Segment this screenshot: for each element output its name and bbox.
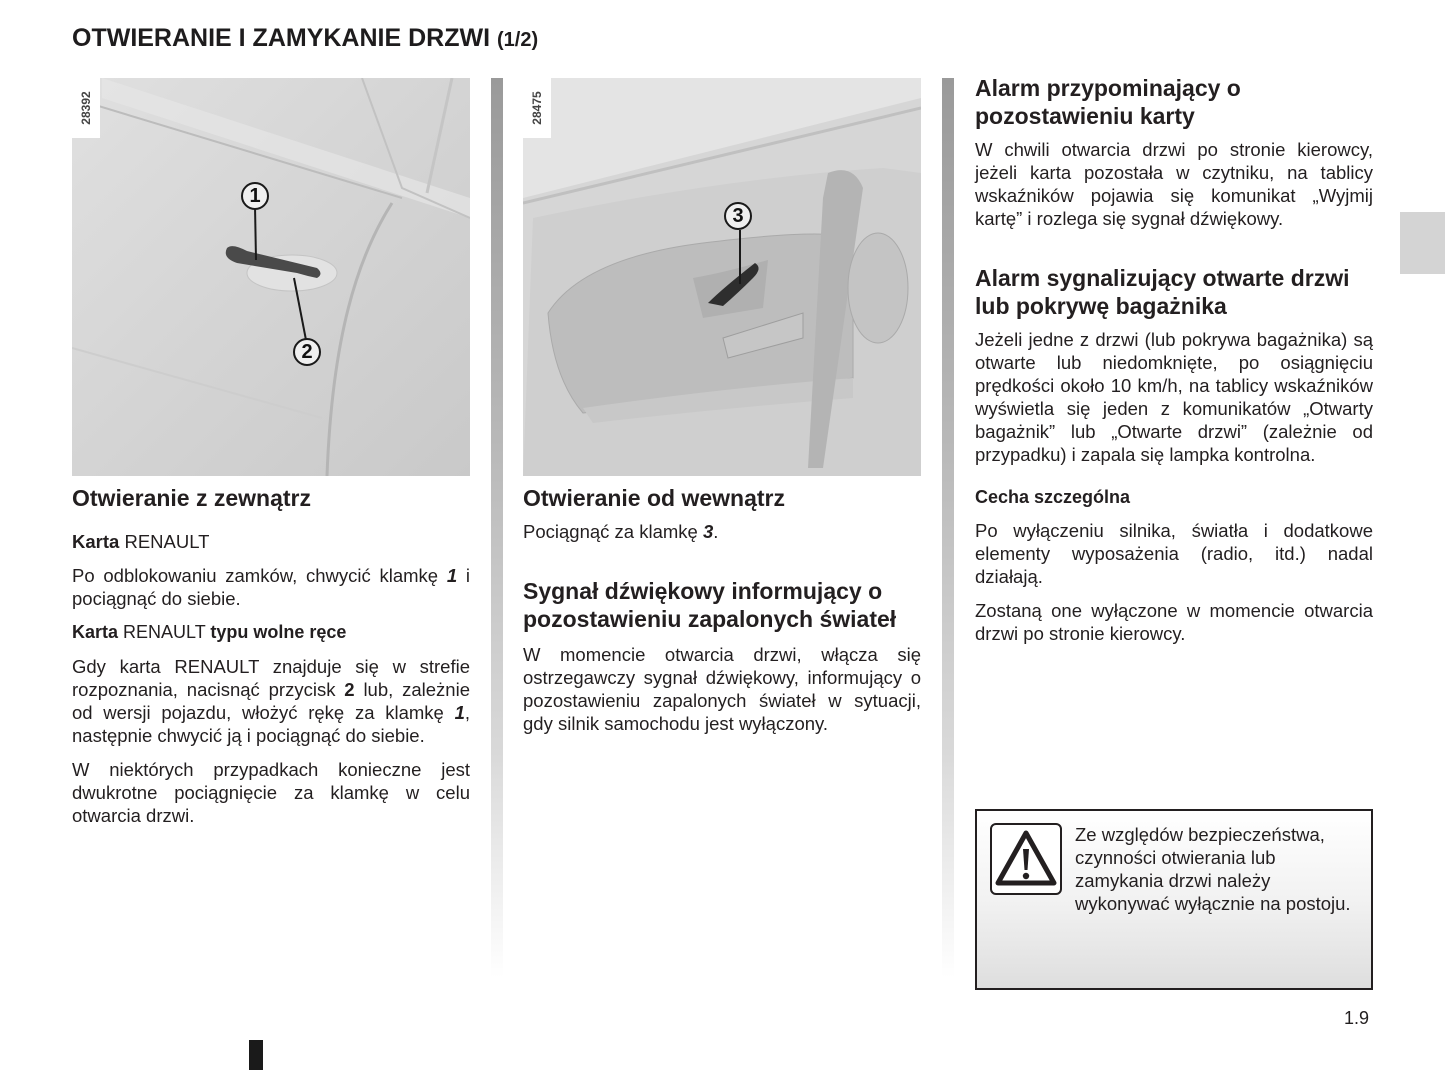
callout-1: 1	[241, 182, 269, 210]
lights-warning-paragraph: W momencie otwarcia drzwi, włącza się ostrzegawczy sygnał dźwiękowy, informujący o pozostawieniu zapalonych świateł w sytuacji, gdy silnik samochodu jest wyłączony.	[523, 644, 921, 734]
safety-warning-box	[975, 809, 1373, 990]
special-feature-paragraph-2: Zostaną one wyłączone w momencie otwarcia drzwi po stronie kierowcy.	[975, 600, 1373, 644]
interior-paragraph-1: Pociągnąć za klamkę 3.	[523, 521, 719, 542]
subheading-special-feature: Cecha szczególna	[975, 487, 1131, 507]
exterior-paragraph-3: W niektórych przypadkach konieczne jest dwukrotne pociągnięcie za klamkę w celu otwarcia drzwi.	[72, 759, 470, 826]
handsfree-card-label: Karta RENAULT typu wolne ręce	[72, 622, 347, 642]
heading-exterior-opening: Otwieranie z zewnątrz	[72, 485, 312, 511]
column-divider-1	[491, 78, 503, 978]
card-reminder-paragraph: W chwili otwarcia drzwi po stronie kierowcy, jeżeli karta pozostała w czytniku, na tablicy wskaźników pojawia się komunikat „Wyjmij kartę” i rozlega się sygnał dźwiękowy.	[975, 139, 1373, 229]
heading-card-reminder-alarm: Alarm przypominający o pozostawieniu karty	[975, 75, 1241, 129]
heading-lights-warning: Sygnał dźwiękowy informujący o pozostawieniu zapalonych świateł	[523, 578, 897, 632]
column-exterior-opening	[72, 78, 470, 827]
chapter-tab	[1400, 212, 1445, 274]
warning-triangle-icon	[990, 823, 1062, 895]
figure-code: 28475	[523, 78, 551, 138]
page-title-part: (1/2)	[496, 29, 539, 51]
page-title-text: OTWIERANIE I ZAMYKANIE DRZWI	[72, 24, 491, 52]
exterior-paragraph-2: Gdy karta RENAULT znajduje się w strefie rozpoznania, nacisnąć przycisk 2 lub, zależnie od wersji pojazdu, włożyć rękę za klamkę 1, następnie chwycić ją i pociągnąć do siebie.	[72, 656, 470, 746]
heading-open-door-alarm: Alarm sygnalizujący otwarte drzwi lub pokrywę bagażnika	[975, 265, 1350, 319]
figure-interior-door-handle	[523, 78, 921, 476]
callout-3: 3	[724, 202, 752, 230]
interior-door-illustration	[523, 78, 921, 476]
callout-2: 2	[293, 338, 321, 366]
figure-exterior-door-handle	[72, 78, 470, 476]
exterior-door-illustration	[72, 78, 470, 476]
heading-interior-opening: Otwieranie od wewnątrz	[523, 485, 785, 511]
card-label: Karta RENAULT	[72, 531, 210, 552]
page-number: 1.9	[1344, 1008, 1370, 1028]
page-title	[72, 24, 538, 53]
crop-mark	[249, 1040, 263, 1070]
special-feature-paragraph-1: Po wyłączeniu silnika, światła i dodatkowe elementy wyposażenia (radio, itd.) nadal działają.	[975, 520, 1373, 587]
column-divider-2	[942, 78, 954, 978]
open-door-paragraph: Jeżeli jedne z drzwi (lub pokrywa bagażnika) są otwarte lub niedomknięte, po osiągnięciu prędkości około 10 km/h, na tablicy wskaźników wyświetla się jeden z komunikatów „Otwarty bagażnik” lub „Otwarte drzwi” (zależnie od przypadku) i zapala się lampka kontrolna.	[975, 329, 1373, 465]
safety-warning-text: Ze względów bezpieczeństwa, czynności otwierania lub zamykania drzwi należy wykonywać wyłącznie na postoju.	[1075, 824, 1351, 914]
column-interior-opening	[523, 78, 921, 735]
figure-code: 28392	[72, 78, 100, 138]
column-alarms	[975, 74, 1373, 645]
exterior-paragraph-1: Po odblokowaniu zamków, chwycić klamkę 1 i pociągnąć do siebie.	[72, 565, 470, 609]
